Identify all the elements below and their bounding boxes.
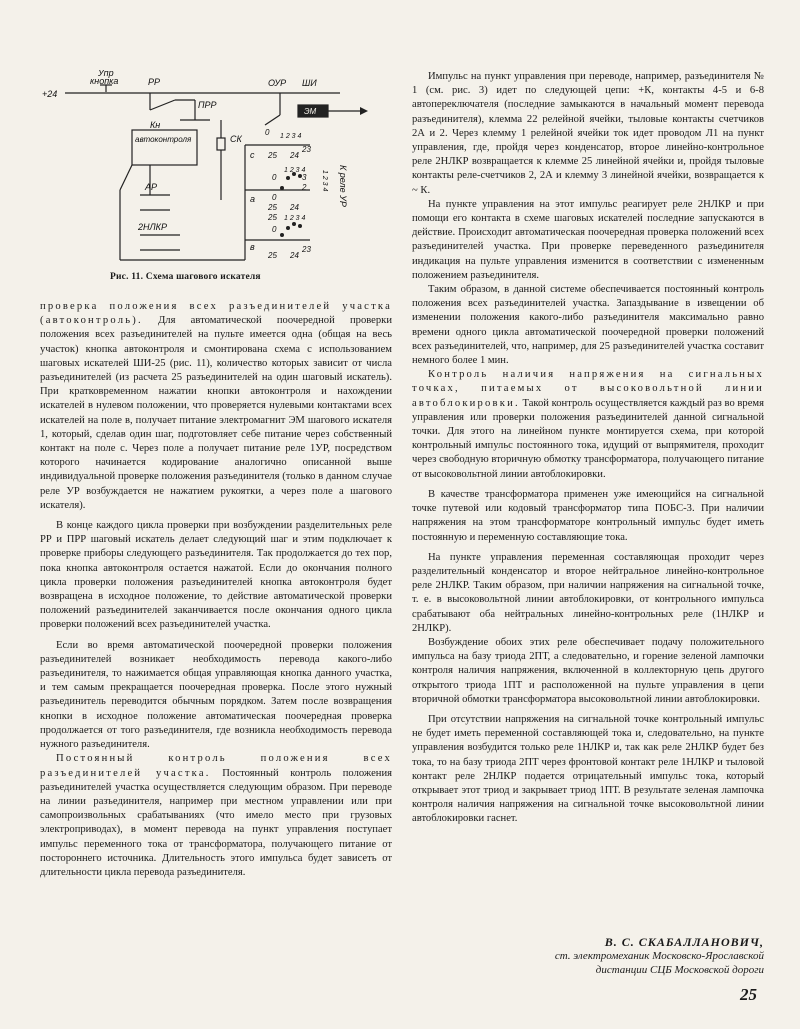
figure-caption: Рис. 11. Схема шагового искателя <box>110 272 261 282</box>
label-n1234c: 1 2 3 4 <box>284 215 306 222</box>
label-k-rele-ur: К реле УР <box>338 165 348 207</box>
paragraph-autocontrol <box>40 300 392 513</box>
label-n24c: 24 <box>290 251 299 260</box>
paragraph-summary: Таким образом, в данной системе обеспечивается постоянный контроль положения всех разъединителей участка. Запаздывание в извещении об изменении положения какого-либо разъединителя максимально равно времени одного цикла автоматической поочередной проверки положений всех разъединителей, что, например, для 25 разъединителей участка составит немного более 1 мин. <box>412 284 764 367</box>
paragraph-impulse-path: Импульс на пункт управления при переводе, например, разъединителя № 1 (см. рис. 3) идет по следующей цепи: +К, контакты 4-5 и 6-8 автопереключателя (последние замыкаются в начальный момент перевода разъединителя), клемма 22 релейной ячейки, тыловые контакты счетчиков 2А и 2. Через клемму 1 релейной ячейки ток идет проводом Л1 на пункт управления, где, пройдя через конденсатор, второе линейно-контрольное реле 2НЛКР возвращается к клемме 25 линейной ячейки и, пройдя тыловые контакты реле-счетчиков 2, 2А и клемму 3 линейной ячейки, возвращается к ~ К. <box>412 71 764 196</box>
author-position: ст. электромеханик Московско-Ярославской <box>554 950 764 962</box>
paragraph-voltage-control <box>412 368 764 482</box>
label-n23b: 23 <box>302 245 311 254</box>
right-column <box>412 70 764 827</box>
label-sk: СК <box>230 134 242 144</box>
label-n0c: 0 <box>272 193 277 202</box>
label-n0d: 0 <box>272 225 277 234</box>
label-rele-ur-marks: 1 2 3 4 <box>321 170 328 192</box>
label-n24a: 24 <box>290 151 299 160</box>
paragraph-cycle-end: В конце каждого цикла проверки при возбуждении разделительных реле РР и ПРР шаговый искатель делает следующий шаг и этим подключает к проверке приборы следующего разъединителя. Так продолжается до тех пор, пока кнопка автоконтроля остается нажатой. Если до окончания полного цикла проверки положения разъединителей кнопка автоконтроля будет возвращена в исходное положение, то действие автоматической проверки положений разъединителей заканчивается после окончания одного цикла проверки положений всех разъединителей участка. <box>40 520 392 631</box>
label-em: ЭМ <box>304 107 317 116</box>
paragraph-interrupt: Если во время автоматической поочередной проверки положения разъединителей возникает необходимость перевода какого-либо разъединителя, то нажимается общая управляющая кнопка данного участка, и тем самым прекращается поочередная проверка. После этого нужный разъединитель переводится обычным порядком. Затем после возвращения кнопки в исходное положение автоматическая поочередная проверка продолжается от того разъединителя, где возникла необходимость перевода нужного разъединителя. <box>40 639 392 751</box>
label-upr: Упр <box>98 70 114 78</box>
label-knopka: кнопка <box>90 76 119 86</box>
paragraph-ac-component: На пункте управления переменная составляющая проходит через разделительный конденсатор и второе нейтральное линейно-контрольное реле 2НЛКР. Таким образом, при наличии напряжения на сигнальной точке, т. е. в высоковольтной линии автоблокировки, от контрольного импульса срабатывают оба нейтральных линейно-контрольных реле (1НЛКР и 2НЛКР). <box>412 551 764 634</box>
paragraph-reaction: На пункте управления на этот импульс реагирует реле 2НЛКР и при помощи его контакта в схеме шаговых искателей последние запускаются в действие. Происходит автоматическая поочередная проверка положений всех разъединителей участка. При проверке переведенного разъединителя индикация на пульте управления изменится в соответствии с измененным положением разъединителя. <box>412 198 764 281</box>
paragraph-lead: Контроль наличия напряжения на сигнальных точках, питаемых от высоковольтной линии автоблокировки. <box>412 369 764 409</box>
paragraph-body: Постоянный контроль положения разъединителей участка осуществляется следующим образом. При переводе на линии разъединителя, например при местном управлении или при самопроизвольных срабатываниях (что имело место при грузовых электроприводах), в момент перевода на пункт управления поступает импульс переменного тока от трансформатора, получающего питание от постороннего источника. Длительность этого импульса будет зависеть от длительности цикла перевода разъединителя. <box>40 767 392 878</box>
label-prr: ПРР <box>198 100 217 110</box>
step-switch-schematic <box>40 70 385 285</box>
author-signature <box>420 935 764 977</box>
label-n0a: 0 <box>265 128 270 137</box>
label-ar: АР <box>145 182 158 192</box>
paragraph-no-voltage: При отсутствии напряжения на сигнальной точке контрольный импульс не будет иметь переменной составляющей тока и, следовательно, на пункте управления возбудится только реле 1НЛКР и, так как реле 2НЛКР будет без тока, то на базу триода 2ПТ через фронтовой контакт реле 1НЛКР и тыловой контакт реле 2НЛКР подается отрицательный импульс тока, который открывает этот триод и закрывает триод 1ПТ. В результате зеленая лампочка контроля наличия напряжения на сигнальной точке высоковольтной линии автоблокировки гаснет. <box>412 713 764 825</box>
paragraph-lead: проверка положения всех разъединителей участка (автоконтроль). <box>40 301 392 327</box>
label-kn: Кн <box>150 120 161 130</box>
label-field-a: а <box>250 194 256 204</box>
author-affiliation: дистанции СЦБ Московской дороги <box>595 964 764 976</box>
label-n25a: 25 <box>268 151 277 160</box>
label-autocontrol: автоконтроля <box>135 135 192 144</box>
label-n1234b: 1 2 3 4 <box>284 167 306 174</box>
author-name: В. С. СКАБАЛЛАНОВИЧ, <box>604 935 764 949</box>
label-n0b: 0 <box>272 173 277 182</box>
label-n25d: 25 <box>268 251 277 260</box>
label-n1234a: 1 2 3 4 <box>280 133 302 140</box>
label-n2a: 2 <box>302 183 307 192</box>
left-column <box>40 300 392 880</box>
label-n25b: 25 <box>268 203 277 212</box>
label-n25c: 25 <box>268 213 277 222</box>
label-field-c: с <box>250 150 255 160</box>
paragraph-lead: Постоянный контроль положения всех разъединителей участка. <box>40 753 392 779</box>
label-n24b: 24 <box>290 203 299 212</box>
paragraph-body: Для автоматической поочередной проверки положения всех разъединителей на пульте имеется одна (общая на весь участок) кнопка автоконтроля и смонтирована схема с использованием шаговых искателей ШИ-25 (рис. 11), количество которых зависит от числа разъединителей (из расчета 25 разъединителей на один шаговый искатель). При кратковременном нажатии кнопки автоконтроля и нахождении искателей в нулевом положении, что проверяется нулевыми контактами всех искателей на поле в, получает питание электромагнит ЭМ шагового искателя 1, который, сделав один шаг, подготовляет себе питание через собственный контакт на поле с. Через поле а получает питание реле 1УР, посредством которого начинается кодирование аналогично описанной выше индивидуальной проверке положения разъединителя (только в данном случае реле УР возбуждается не нажатием рукоятки, а через поле а шагового искателя). <box>40 315 392 511</box>
label-n3a: 3 <box>302 173 307 182</box>
page-number: 25 <box>740 985 757 1004</box>
label-2nlkr: 2НЛКР <box>138 222 167 232</box>
paragraph-body: Такой контроль осуществляется каждый раз во время управления или проверки положения разъединителей данной сигнальной точки. Для этого на линейном пункте монтируется схема, при которой контрольный импульс постоянного тока, идущий от выпрямителя, проходит через свободную вторичную обмотку трансформатора, получающего питание от высоковольтной линии автоблокировки. <box>412 397 764 480</box>
label-shi: ШИ <box>302 78 317 88</box>
paragraph-transformer: В качестве трансформатора применен уже имеющийся на сигнальной точке путевой или кодовый трансформатор типа ПОБС-3. При наличии напряжения на этом трансформаторе контрольный импульс будет иметь постоянную и переменную составляющие тока. <box>412 488 764 543</box>
label-n23a: 23 <box>302 145 311 154</box>
label-plus24: +24 <box>42 89 58 99</box>
label-rr: РР <box>148 77 161 87</box>
paragraph-excitation: Возбуждение обоих этих реле обеспечивает подачу положительного импульса на базу триода 2ПТ, а следовательно, и горение зеленой лампочки контроля наличия напряжения, включенной в коллекторную цепь другого открытого триода 1ПТ и расположенной на пульте управления в цепи вторичной обмотки трансформатора высоковольтной линии автоблокировки. <box>412 636 764 705</box>
label-our: ОУР <box>268 78 287 88</box>
paragraph-constant-control <box>40 752 392 880</box>
label-field-v: в <box>250 242 255 252</box>
